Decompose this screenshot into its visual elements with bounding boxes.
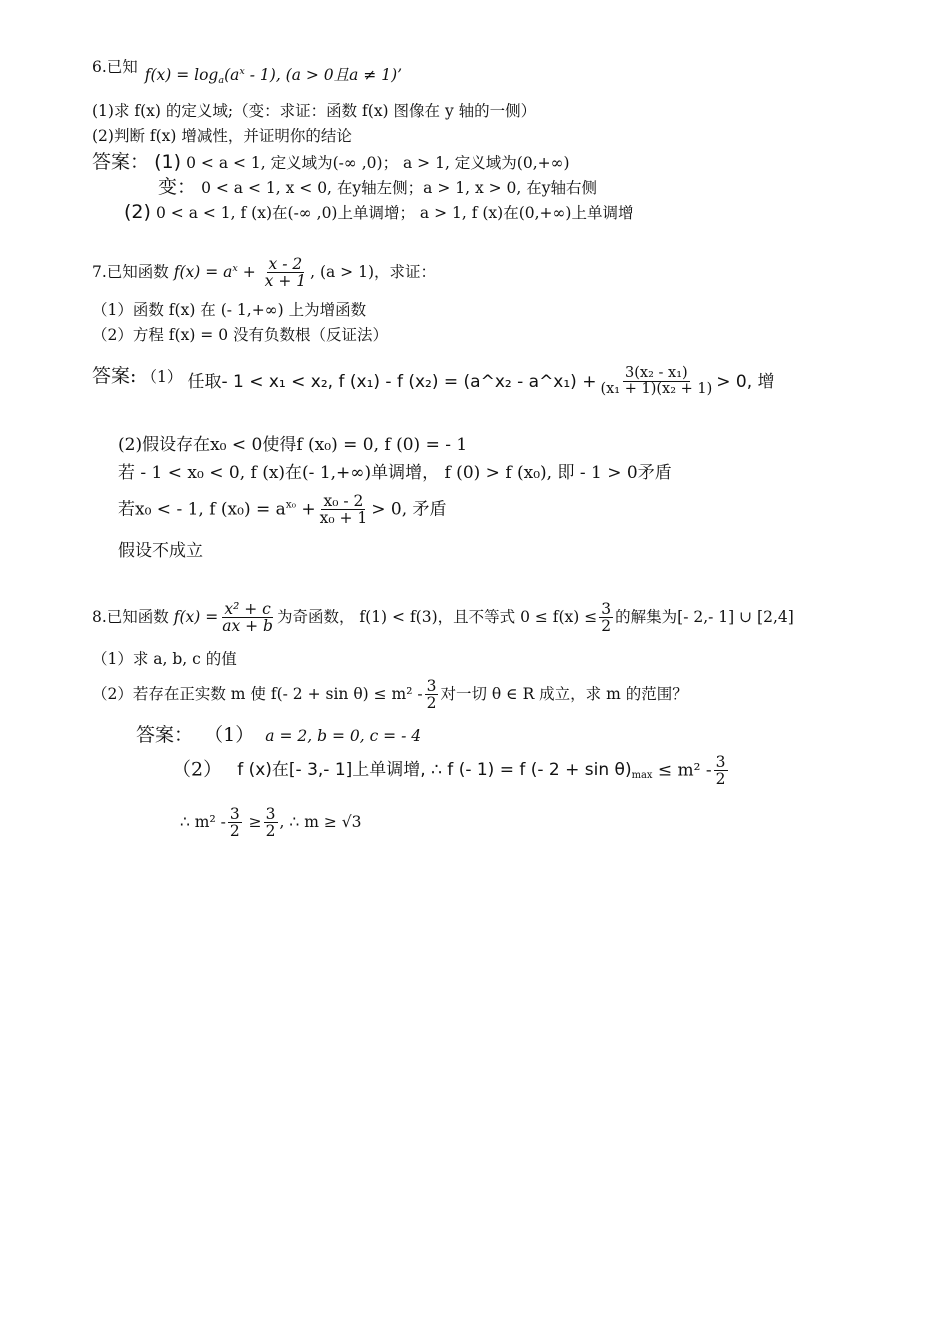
p7-answer-1	[92, 362, 775, 398]
p7-answer-2-line-4: 假设不成立	[118, 541, 203, 561]
p7-answer-1-label: （1）	[141, 368, 183, 387]
p8-statement: 8.已知函数 f(x) = $\frac{\text{x² + c}}{ax + b}$ 为奇函数， f(1) < f(3)，且不等式 0 ≤ f(x) ≤ $\frac{3}{2}$ 的解集为[- 2,- 1] ∪ [2,4]	[92, 600, 794, 636]
p7-answer-2-fraction: $\frac{\text{x₀ - 2}}{\text{x₀ + 1}}$	[319, 492, 368, 528]
p6-answer-1	[92, 153, 570, 172]
p6-question-2: (2)判断 f(x) 增减性，并证明你的结论	[92, 127, 352, 145]
p7-question-2: （2）方程 f(x) = 0 没有负数根（反证法）	[92, 326, 388, 344]
p8-question-1: （1）求 a, b, c 的值	[92, 650, 237, 668]
p8-answer-3: ∴ m² - $\frac{3}{2}$ ≥ $\frac{3}{2}$ , ∴ m ≥ √3	[180, 805, 362, 841]
p8-answer-1-label: （1）	[204, 724, 255, 746]
p6-answer-2-text: 0 < a < 1, f (x)在(-∞ ,0)上单调增； a > 1, f (x)在(0,+∞)上单调增	[156, 204, 634, 222]
p8-answer-2: （2） f (x)在[- 3,- 1]上单调增, ∴ f (- 1) = f (- $2 + \sin \theta)_{max} \le m^2$ - $\frac{3}{2}$	[172, 753, 726, 789]
p6-answer-1-text: 0 < a < 1, 定义域为(-∞ ,0)； a > 1, 定义域为(0,+∞)	[186, 154, 570, 172]
p7-answer-1-tail: > 0, 增	[716, 372, 775, 393]
p8-answer-1	[136, 726, 421, 745]
p7-answer-1-lead: 任取- 1 < x₁ < x₂, f (x₁) - f (x₂) = (a^x₂ - a^x₁) +	[187, 372, 597, 393]
p6-answer-label: 答案：	[92, 151, 150, 173]
p6-formula: $f(x) = \log_a(a^x - 1)$, (a > 0且a ≠ 1)’	[144, 66, 403, 87]
p8-answer-label: 答案：	[136, 724, 194, 746]
p8-answer-2-fraction: $\frac{3}{2}$	[715, 753, 726, 789]
p6-variant-label: 变：	[158, 176, 197, 198]
p6-answer-1-label: (1)	[154, 151, 182, 173]
p7-answer-1-fraction: $\frac{\text{3(x₂ - x₁)}}{\text{(x₁ + 1)(x₂ + 1)}}$	[600, 365, 713, 398]
p8-ineq-fraction: $\frac{3}{2}$	[601, 600, 612, 636]
p8-question-2-fraction: $\frac{3}{2}$	[426, 677, 437, 713]
p7-statement: 7.已知函数 $f(x) = a^x$ + $\frac{x - 2}{x + 1}$ , (a > 1)，求证：	[92, 255, 437, 291]
p8-answer-3-fraction-1: $\frac{3}{2}$	[229, 805, 240, 841]
p8-answer-2-label: （2）	[172, 758, 223, 781]
p7-question-1: （1）函数 f(x) 在 (- 1,+∞) 上为增函数	[92, 301, 367, 319]
p6-answer-2-label: (2)	[124, 201, 151, 223]
p7-answer-2-line-3: 若x₀ < - 1, f $(x_0) = a^{x_0}$ + $\frac{\text{x₀ - 2}}{\text{x₀ + 1}}$ > 0, 矛盾	[118, 492, 447, 528]
p7-fraction: $\frac{x - 2}{x + 1}$	[264, 255, 307, 291]
p8-answer-1-text: a = 2, b = 0, c = - 4	[265, 727, 422, 745]
p6-answer-2	[124, 203, 633, 222]
p7-prefix: 7.已知函数	[92, 262, 169, 281]
p8-fraction: $\frac{\text{x² + c}}{ax + b}$	[222, 600, 273, 636]
p6-prefix: 6.已知	[92, 58, 138, 77]
p7-answer-label: 答案:	[92, 365, 137, 388]
p7-answer-2-line-2: 若 - 1 < x₀ < 0, f (x)在(- 1,+∞)单调增， f (0) > f (x₀), 即 - 1 > 0矛盾	[118, 463, 672, 483]
p7-answer-2-line-1: (2)假设存在x₀ < 0使得f (x₀) = 0, f (0) = - 1	[118, 435, 468, 455]
p6-variant-text: 0 < a < 1, x < 0, 在y轴左侧；a > 1, x > 0, 在y轴右侧	[201, 179, 598, 197]
p7-formula-lhs: $f(x) = a^x$	[173, 262, 238, 281]
p8-question-2: （2）若存在正实数 m 使 f(- 2 + sin θ) ≤ m² - $\frac{3}{2}$ 对一切 θ ∈ R 成立，求 m 的范围？	[92, 677, 688, 713]
p6-variant	[158, 178, 597, 197]
p7-tail: , (a > 1)，求证：	[310, 262, 437, 281]
p8-answer-3-fraction-2: $\frac{3}{2}$	[265, 805, 276, 841]
p8-prefix: 8.已知函数	[92, 607, 169, 626]
p6-question-1: (1)求 f(x) 的定义域;（变：求证：函数 f(x) 图像在 y 轴的一侧）	[92, 102, 537, 120]
p6-statement	[92, 58, 403, 87]
